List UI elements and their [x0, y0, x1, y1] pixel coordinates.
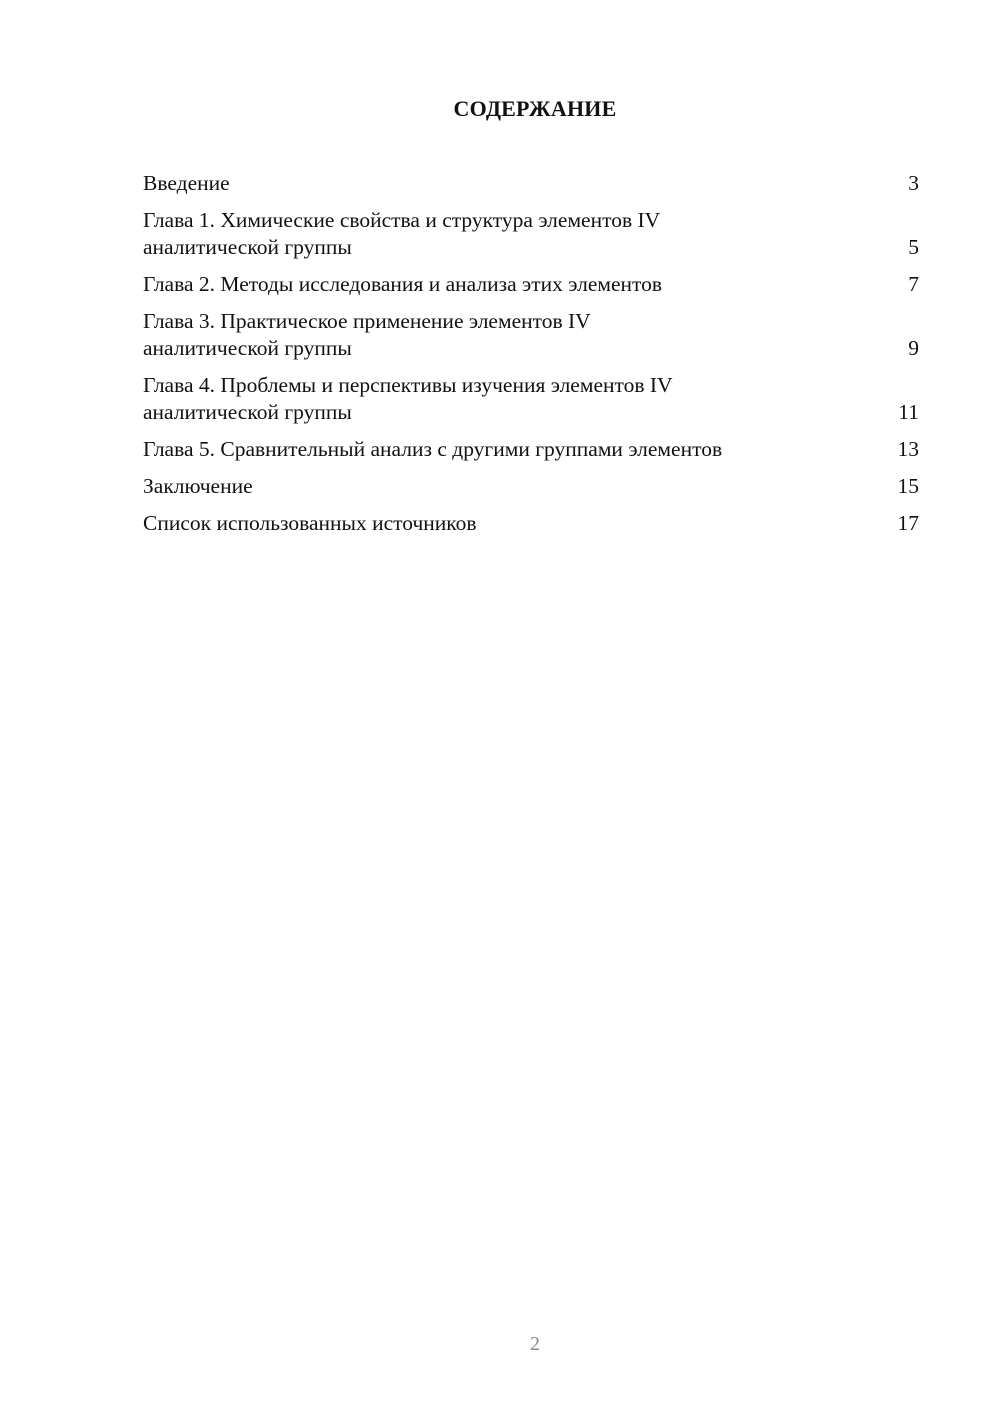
- toc-entry-text: [143, 170, 889, 197]
- toc-entry-page: 5: [908, 235, 919, 259]
- toc-entry-text: [143, 271, 889, 298]
- toc-entry-page: 3: [908, 171, 919, 195]
- toc-entry-line: Глава 1. Химические свойства и структура элементов IV: [143, 208, 661, 232]
- toc-entry-line: аналитической группы: [143, 400, 352, 424]
- toc-entry-chapter-1: [143, 207, 919, 261]
- toc-entry-conclusion: [143, 473, 919, 500]
- toc-entry-chapter-5: [143, 436, 919, 463]
- toc-entry-page: 15: [897, 474, 919, 498]
- toc-entry-line: Введение: [143, 171, 230, 195]
- toc-entry-page: 7: [908, 272, 919, 296]
- toc-entry-page: 11: [898, 400, 919, 424]
- toc-entry-chapter-4: [143, 372, 919, 426]
- toc-entry-chapter-2: [143, 271, 919, 298]
- toc-entry-text: [143, 372, 889, 426]
- page-number: 2: [530, 1333, 540, 1355]
- toc-entry-text: [143, 436, 889, 463]
- toc-entry-text: [143, 510, 889, 537]
- toc-entry-line: Заключение: [143, 474, 253, 498]
- toc-entry-text: [143, 473, 889, 500]
- toc-entry-line: Глава 2. Методы исследования и анализа этих элементов: [143, 272, 663, 296]
- toc-entry-chapter-3: [143, 308, 919, 362]
- toc-entry-text: [143, 207, 889, 261]
- toc-entry-references: [143, 510, 919, 537]
- toc-entry-page: 17: [897, 511, 919, 535]
- toc-entry-page: 13: [897, 437, 919, 461]
- toc-entry-line: Глава 5. Сравнительный анализ с другими группами элементов: [143, 437, 723, 461]
- toc-entry-page: 9: [908, 336, 919, 360]
- toc-entry-introduction: [143, 170, 919, 197]
- toc-entry-text: [143, 308, 889, 362]
- toc-entry-line: Список использованных источников: [143, 511, 477, 535]
- toc-entry-line: аналитической группы: [143, 336, 352, 360]
- toc-entry-line: Глава 3. Практическое применение элементов IV: [143, 309, 591, 333]
- toc-entry-line: аналитической группы: [143, 235, 352, 259]
- toc-entry-line: Глава 4. Проблемы и перспективы изучения элементов IV: [143, 373, 673, 397]
- table-of-contents: [143, 170, 919, 547]
- page-title: СОДЕРЖАНИЕ: [453, 96, 617, 121]
